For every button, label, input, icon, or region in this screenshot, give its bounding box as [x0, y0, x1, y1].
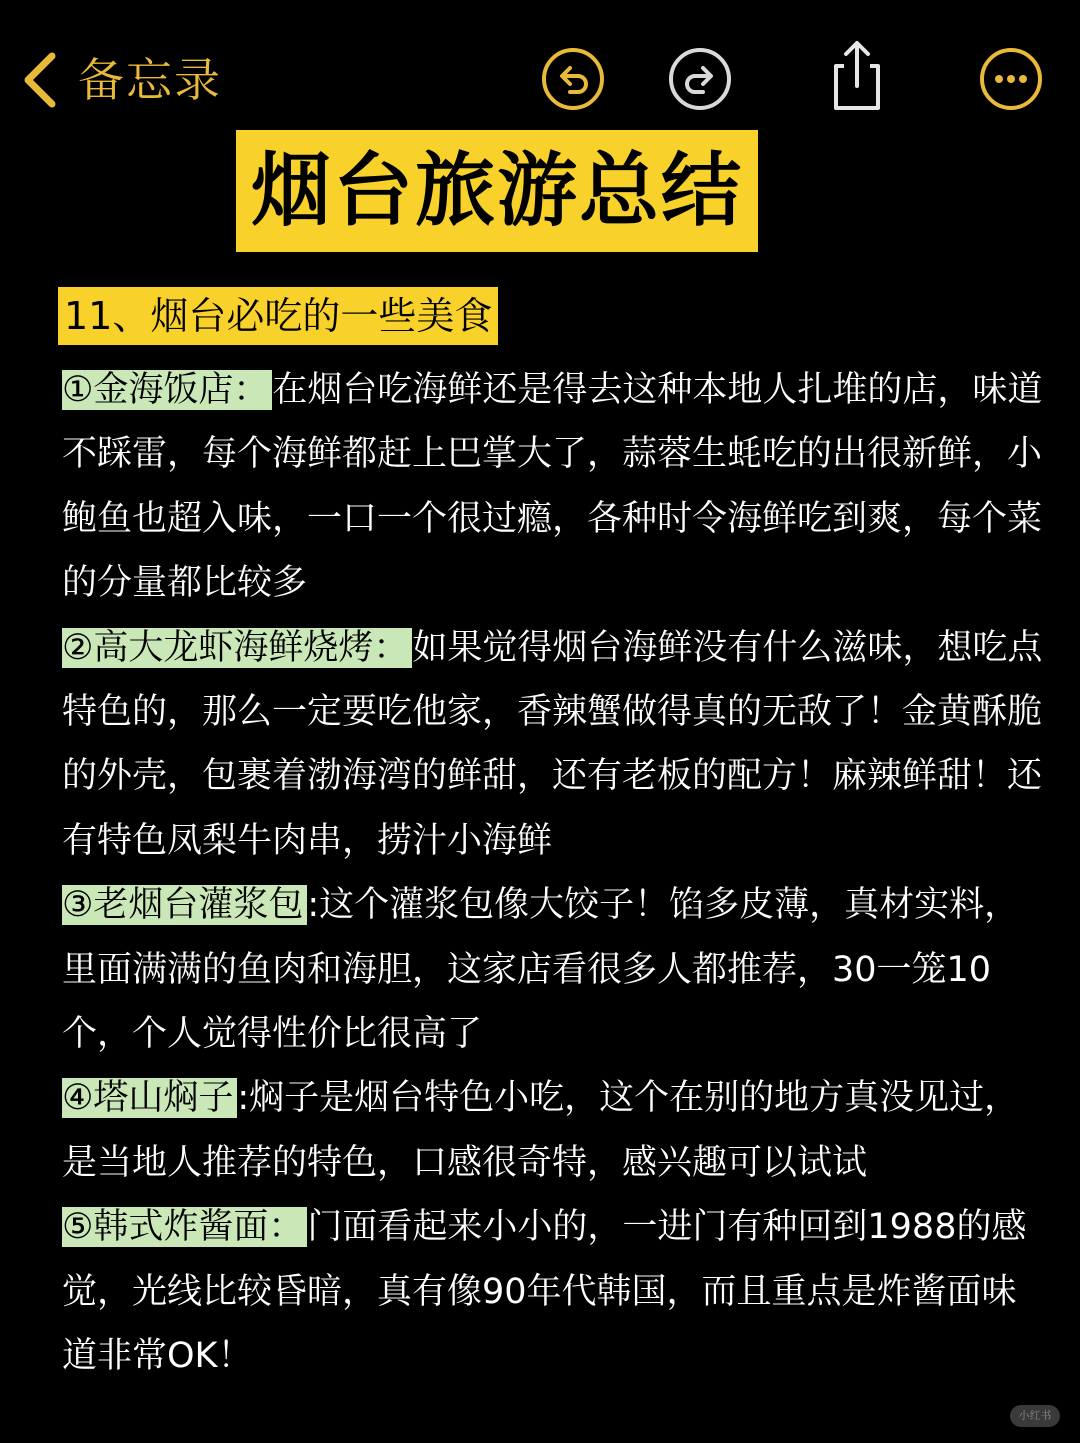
- chevron-left-icon: [22, 52, 56, 108]
- restaurant-tag: ⑤韩式炸酱面：: [62, 1207, 307, 1247]
- food-item-1: [62, 358, 1050, 616]
- restaurant-tag: ③老烟台灌浆包: [62, 885, 307, 925]
- undo-button[interactable]: [540, 46, 606, 112]
- more-button[interactable]: [978, 46, 1044, 112]
- food-item-4: [62, 1066, 1050, 1195]
- redo-icon: [667, 46, 733, 112]
- restaurant-description: 如果觉得烟台海鲜没有什么滋味，想吃点特色的，那么一定要吃他家，香辣蟹做得真的无敌了！金黄酥脆的外壳，包裹着渤海湾的鲜甜，还有老板的配方！麻辣鲜甜！还有特色凤梨牛肉串，捞汁小海鲜: [62, 627, 1043, 861]
- restaurant-description: :焖子是烟台特色小吃，这个在别的地方真没见过，是当地人推荐的特色，口感很奇特，感兴趣可以试试: [62, 1078, 1020, 1183]
- back-label: 备忘录: [78, 53, 222, 107]
- more-icon: [978, 46, 1044, 112]
- food-item-2: [62, 616, 1050, 874]
- back-button[interactable]: [22, 44, 222, 116]
- restaurant-description: 在烟台吃海鲜还是得去这种本地人扎堆的店，味道不踩雷，每个海鲜都赶上巴掌大了，蒜蓉生蚝吃的出很新鲜，小鲍鱼也超入味，一口一个很过瘾，各种时令海鲜吃到爽，每个菜的分量都比较多: [62, 370, 1043, 604]
- redo-button[interactable]: [667, 46, 733, 112]
- restaurant-tag: ①金海饭店：: [62, 370, 272, 410]
- note-title[interactable]: 烟台旅游总结: [236, 130, 758, 252]
- restaurant-description: :这个灌浆包像大饺子！馅多皮薄，真材实料，里面满满的鱼肉和海胆，这家店看很多人都推荐，30一笼10个，个人觉得性价比很高了: [62, 885, 1020, 1055]
- undo-icon: [540, 46, 606, 112]
- share-icon: [824, 38, 890, 114]
- restaurant-tag: ②高大龙虾海鲜烧烤：: [62, 628, 412, 668]
- restaurant-description: 门面看起来小小的，一进门有种回到1988的感觉，光线比较昏暗，真有像90年代韩国，而且重点是炸酱面味道非常OK！: [62, 1207, 1027, 1377]
- watermark-logo: 小红书: [1010, 1405, 1060, 1427]
- food-item-3: [62, 873, 1050, 1066]
- food-item-5: [62, 1195, 1050, 1388]
- note-body[interactable]: [62, 358, 1050, 1389]
- restaurant-tag: ④塔山焖子: [62, 1078, 237, 1118]
- section-heading[interactable]: 11、烟台必吃的一些美食: [58, 287, 498, 345]
- share-button[interactable]: [824, 38, 890, 114]
